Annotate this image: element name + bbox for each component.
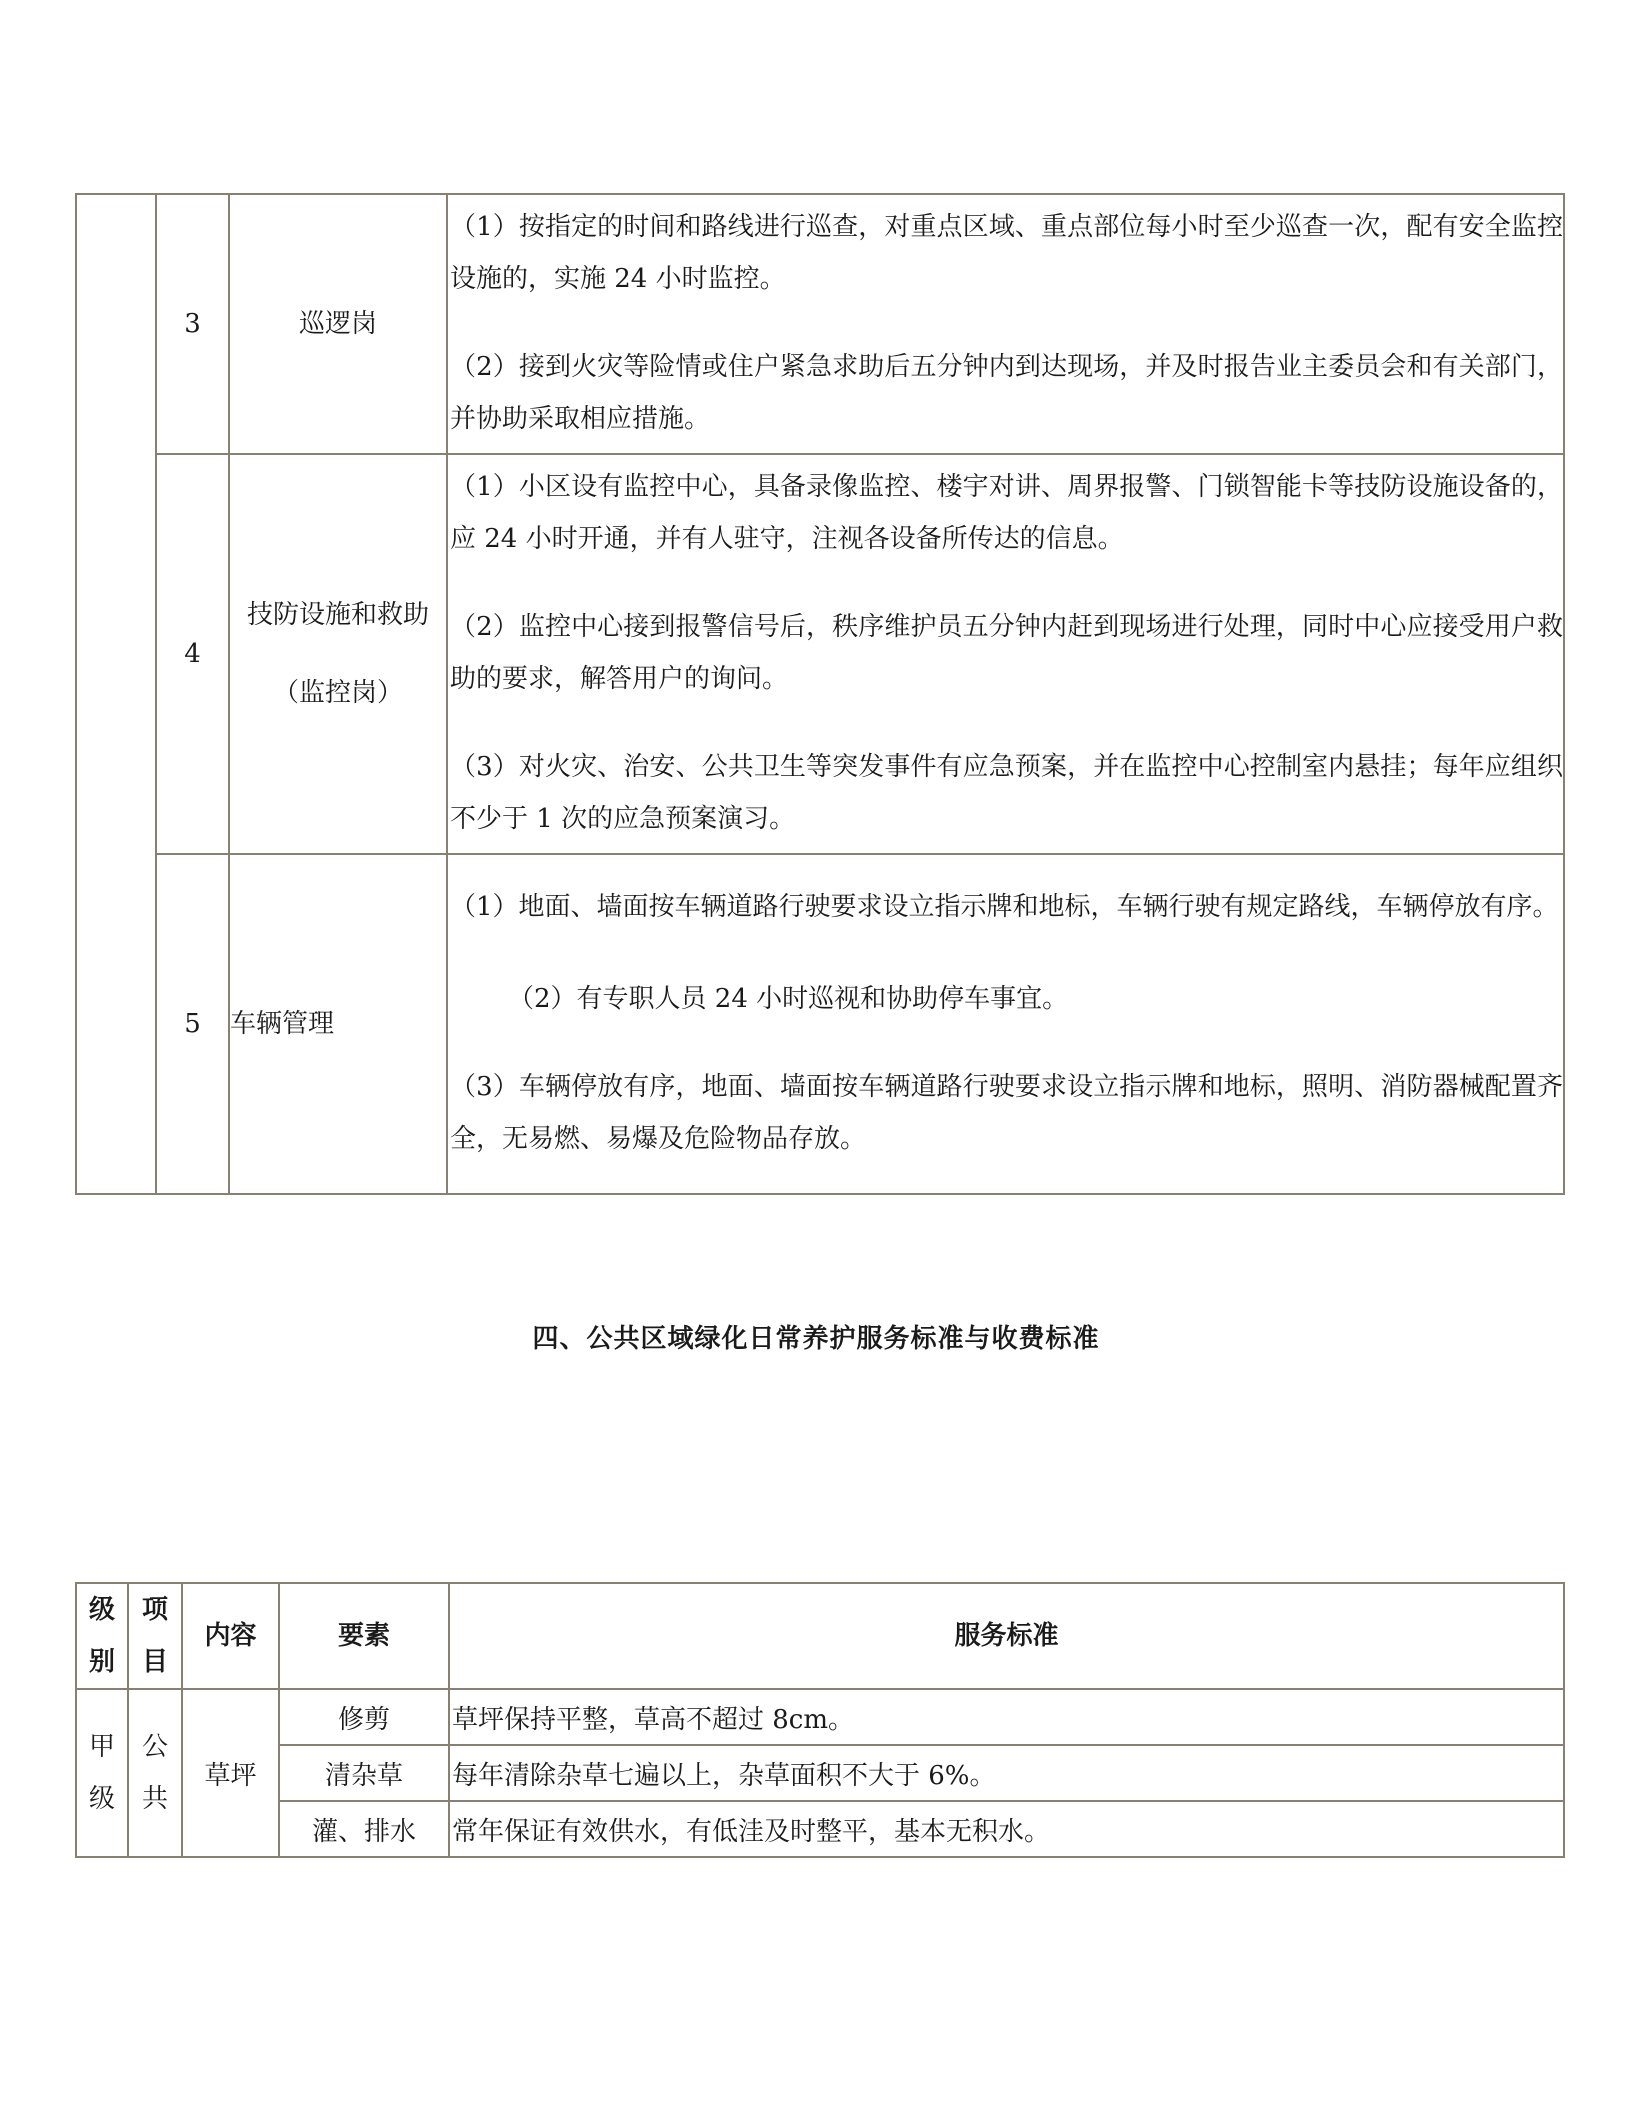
header-standard: 服务标准 [449, 1583, 1564, 1689]
security-service-table [75, 193, 1565, 1195]
header-content: 内容 [182, 1583, 279, 1689]
item-name-cell [229, 194, 447, 454]
table-row [76, 1745, 1564, 1801]
standard-cell: 常年保证有效供水，有低洼及时整平，基本无积水。 [449, 1801, 1564, 1857]
table-row [76, 1689, 1564, 1745]
standard-cell: 草坪保持平整，草高不超过 8cm。 [449, 1689, 1564, 1745]
table-row [76, 194, 1564, 454]
section-title: 四、公共区域绿化日常养护服务标准与收费标准 [532, 1324, 1100, 1354]
item-name: 技防设施和救助 [246, 600, 429, 630]
element-cell: 修剪 [279, 1689, 449, 1745]
content-paragraph: （1）地面、墙面按车辆道路行驶要求设立指示牌和地标，车辆行驶有规定路线，车辆停放有序。 [450, 892, 1559, 922]
row-number: 4 [156, 454, 229, 854]
content-paragraph: （1）小区设有监控中心，具备录像监控、楼宇对讲、周界报警、门锁智能卡等技防设施设备的，应 24 小时开通，并有人驻守，注视各设备所传达的信息。 [450, 472, 1563, 554]
item-name-sub: （监控岗） [272, 678, 403, 708]
item-name: 车辆管理 [230, 1009, 335, 1039]
project-cell: 公 共 [128, 1689, 182, 1857]
level-cell: 甲 级 [76, 1689, 128, 1857]
item-name: 巡逻岗 [298, 309, 377, 339]
row-number: 5 [156, 854, 229, 1194]
content-paragraph: （2）有专职人员 24 小时巡视和协助停车事宜。 [508, 984, 1069, 1014]
table-row [76, 1801, 1564, 1857]
table-header-row [76, 1583, 1564, 1689]
content-paragraph: （2）监控中心接到报警信号后，秩序维护员五分钟内赶到现场进行处理，同时中心应接受用户救助的要求，解答用户的询问。 [450, 612, 1563, 694]
content-paragraph: （1）按指定的时间和路线进行巡查，对重点区域、重点部位每小时至少巡查一次，配有安全监控设施的，实施 24 小时监控。 [450, 212, 1563, 294]
category-cell [76, 194, 156, 1194]
standard-cell: 每年清除杂草七遍以上，杂草面积不大于 6%。 [449, 1745, 1564, 1801]
table-row [76, 454, 1564, 854]
table-row [76, 854, 1564, 1194]
greening-standard-table [75, 1582, 1565, 1858]
header-level: 级 别 [76, 1583, 128, 1689]
content-paragraph: （2）接到火灾等险情或住户紧急求助后五分钟内到达现场，并及时报告业主委员会和有关部门，并协助采取相应措施。 [450, 352, 1563, 434]
content-cell [447, 454, 1564, 854]
content-cell [447, 854, 1564, 1194]
content-cell: 草坪 [182, 1689, 279, 1857]
element-cell: 灌、排水 [279, 1801, 449, 1857]
element-cell: 清杂草 [279, 1745, 449, 1801]
item-name-cell [229, 854, 447, 1194]
row-number: 3 [156, 194, 229, 454]
item-name-cell [229, 454, 447, 854]
content-paragraph: （3）对火灾、治安、公共卫生等突发事件有应急预案，并在监控中心控制室内悬挂；每年应组织不少于 1 次的应急预案演习。 [450, 752, 1563, 834]
content-paragraph: （3）车辆停放有序，地面、墙面按车辆道路行驶要求设立指示牌和地标，照明、消防器械配置齐全，无易燃、易爆及危险物品存放。 [450, 1072, 1563, 1154]
content-cell [447, 194, 1564, 454]
header-element: 要素 [279, 1583, 449, 1689]
header-project: 项 目 [128, 1583, 182, 1689]
